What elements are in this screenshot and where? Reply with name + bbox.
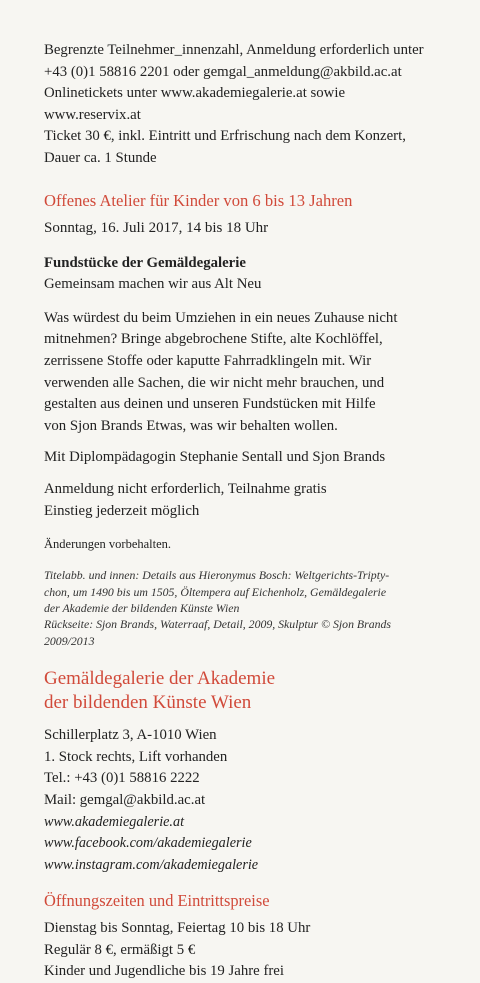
- credit-line: Titelabb. und innen: Details aus Hieronymus Bosch: Weltgerichts-Tripty-: [44, 568, 390, 583]
- changes-notice: Änderungen vorbehalten.: [44, 537, 172, 552]
- description-line: zerrissene Stoffe oder kaputte Fahrradklingeln mit. Wir: [44, 352, 372, 369]
- phone-line: Tel.: +43 (0)1 58816 2222: [44, 770, 200, 787]
- institution-address: [44, 725, 452, 811]
- facebook-link[interactable]: www.facebook.com/akademiegalerie: [44, 835, 252, 852]
- credit-line: Rückseite: Sjon Brands, Waterraaf, Detail, 2009, Skulptur © Sjon Brands: [44, 617, 392, 632]
- description-line: gestalten aus deinen und unseren Fundstücken mit Hilfe: [44, 396, 376, 413]
- image-credits: [44, 567, 452, 649]
- institution-section: [44, 667, 452, 876]
- event-registration: [44, 479, 452, 522]
- intro-section: [44, 40, 452, 170]
- event-description: [44, 308, 452, 438]
- description-line: verwenden alle Sachen, die wir nicht mehr brauchen, und: [44, 374, 385, 391]
- hours-section: [44, 890, 452, 983]
- event-title: Fundstücke der Gemäldegalerie: [44, 254, 246, 271]
- price-line: Regulär 8 €, ermäßigt 5 €: [44, 941, 196, 958]
- description-line: von Sjon Brands Etwas, was wir behalten wollen.: [44, 417, 338, 434]
- intro-line: Dauer ca. 1 Stunde: [44, 149, 157, 166]
- event-heading: Offenes Atelier für Kinder von 6 bis 13 Jahren: [44, 190, 353, 210]
- intro-line: Onlinetickets unter www.akademiegalerie.at sowie: [44, 85, 346, 102]
- mail-line: Mail: gemgal@akbild.ac.at: [44, 791, 206, 808]
- hours-title: Öffnungszeiten und Eintrittspreise: [44, 891, 270, 911]
- description-line: Was würdest du beim Umziehen in ein neues Zuhause nicht: [44, 309, 398, 326]
- event-date: Sonntag, 16. Juli 2017, 14 bis 18 Uhr: [44, 219, 269, 236]
- event-hosts: Mit Diplompädagogin Stephanie Sentall und Sjon Brands: [44, 449, 386, 466]
- intro-line: +43 (0)1 58816 2201 oder gemgal_anmeldung@akbild.ac.at: [44, 63, 402, 80]
- credit-line: 2009/2013: [44, 633, 95, 648]
- credit-line: der Akademie der bildenden Künste Wien: [44, 600, 240, 615]
- address-line: 1. Stock rechts, Lift vorhanden: [44, 748, 228, 765]
- registration-line: Anmeldung nicht erforderlich, Teilnahme gratis: [44, 480, 327, 497]
- institution-title-line: Gemäldegalerie der Akademie: [44, 668, 276, 690]
- registration-line: Einstieg jederzeit möglich: [44, 502, 200, 519]
- intro-line: www.reservix.at: [44, 106, 141, 123]
- credit-line: chon, um 1490 bis um 1505, Öltempera auf Eichenholz, Gemäldegalerie: [44, 584, 387, 599]
- event-subtitle: Gemeinsam machen wir aus Alt Neu: [44, 276, 262, 293]
- description-line: mitnehmen? Bringe abgebrochene Stifte, alte Kochlöffel,: [44, 331, 383, 348]
- free-entry-line: Kinder und Jugendliche bis 19 Jahre frei: [44, 963, 284, 980]
- institution-title-line: der bildenden Künste Wien: [44, 692, 252, 714]
- address-line: Schillerplatz 3, A-1010 Wien: [44, 727, 217, 744]
- hours-line: Dienstag bis Sonntag, Feiertag 10 bis 18 Uhr: [44, 920, 311, 937]
- event-section: [44, 190, 452, 523]
- intro-line: Begrenzte Teilnehmer_innenzahl, Anmeldung erforderlich unter: [44, 42, 424, 58]
- institution-title: [44, 667, 452, 715]
- intro-line: Ticket 30 €, inkl. Eintritt und Erfrischung nach dem Konzert,: [44, 128, 406, 145]
- institution-links: [44, 812, 452, 877]
- instagram-link[interactable]: www.instagram.com/akademiegalerie: [44, 856, 259, 873]
- website-link[interactable]: www.akademiegalerie.at: [44, 813, 185, 830]
